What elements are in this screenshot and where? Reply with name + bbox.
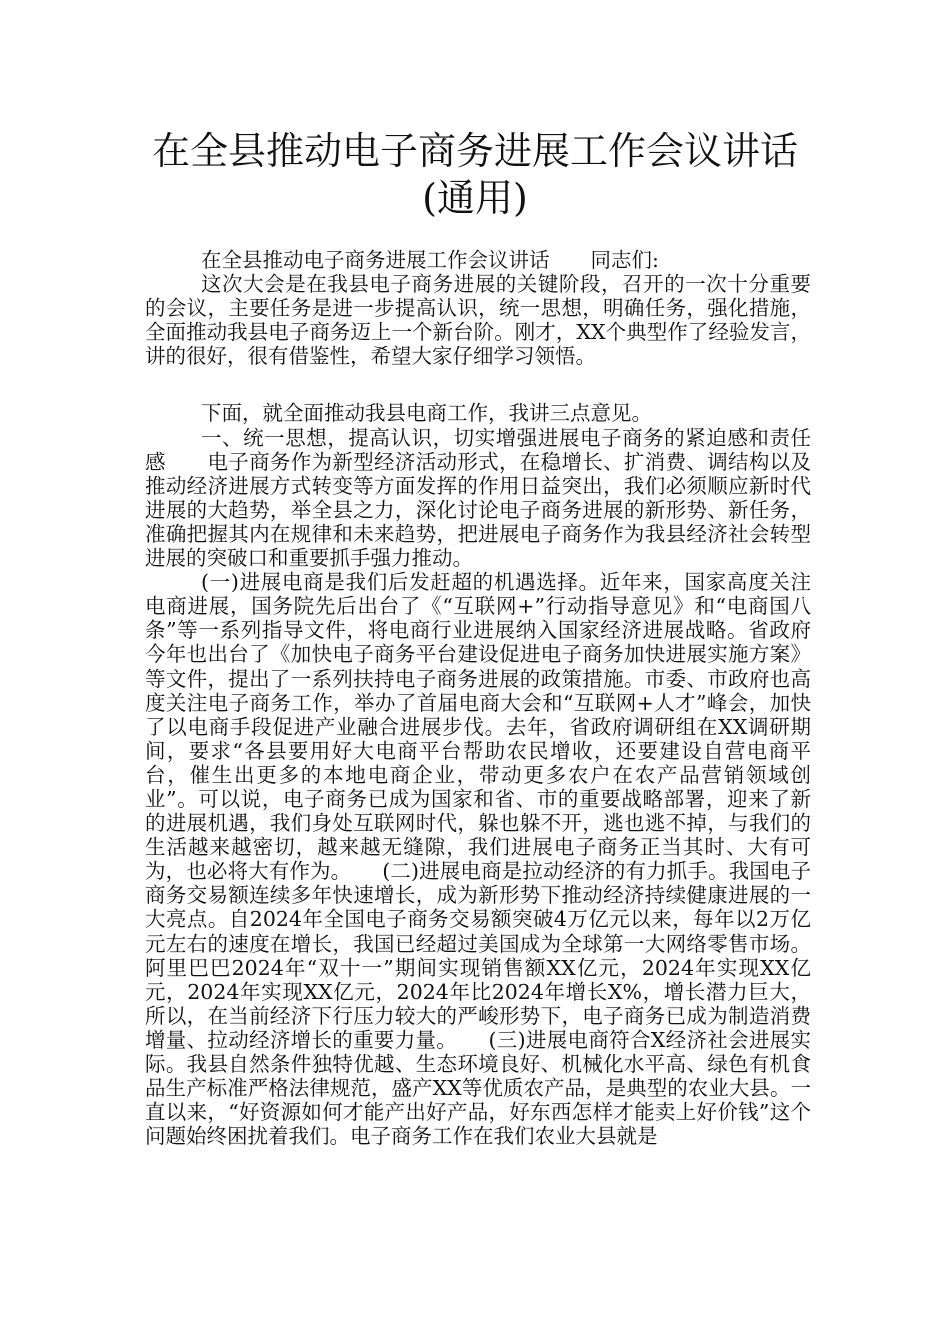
paragraph-outline: 下面，就全面推动我县电商工作，我讲三点意见。 — [201, 401, 652, 426]
paragraph-gap — [145, 368, 811, 401]
document-title: 在全县推动电子商务进展工作会议讲话(通用) — [151, 129, 798, 220]
paragraph-section-one: 一、统一思想，提高认识，切实增强进展电子商务的紧迫感和责任感 电子商务作为新型经济活动形式，在稳增长、扩消费、调结构以及推动经济进展方式转变等方面发挥的作用日益突出，我们必须顺应新时代进展的大趋势，举全县之力，深化讨论电子商务进展的新形势、新任务，准确把握其内在规律和未来趋势，把进展电子商务作为我县经济社会转型进展的突破口和重要抓手强力推动。 — [145, 425, 811, 571]
document-body — [145, 248, 811, 1148]
paragraph-intro: 这次大会是在我县电子商务进展的关键阶段，召开的一次十分重要的会议，主要任务是进一步提高认识，统一思想，明确任务，强化措施，全面推动我县电子商务迈上一个新台阶。刚才，XX个典型作了经验发言，讲的很好，很有借鉴性，希望大家仔细学习领悟。 — [145, 272, 811, 369]
opening-line: 在全县推动电子商务进展工作会议讲话 同志们: — [201, 248, 659, 272]
paragraph-subsections: (一)进展电商是我们后发赶超的机遇选择。近年来，国家高度关注电商进展，国务院先后出台了《“互联网+”行动指导意见》和“电商国八条”等一系列指导文件，将电商行业进展纳入国家经济进展战略。省政府今年也出台了《加快电子商务平台建设促进电子商务加快进展实施方案》等文件，提出了一系列扶持电子商务进展的政策措施。市委、市政府也高度关注电子商务工作，举办了首届电商大会和“互联网+人才”峰会，加快了以电商手段促进产业融合进展步伐。去年，省政府调研组在XX调研期间，要求“各县要用好大电商平台帮助农民增收，还要建设自营电商平台，催生出更多的本地电商企业，带动更多农户在农产品营销领域创业”。可以说，电子商务已成为国家和省、市的重要战略部署，迎来了新的进展机遇，我们身处互联网时代，躲也躲不开，逃也逃不掉，与我们的生活越来越密切，越来越无缝隙，我们进展电子商务正当其时、大有可为，也必将大有作为。 (二)进展电商是拉动经济的有力抓手。我国电子商务交易额连续多年快速增长，成为新形势下推动经济持续健康进展的一大亮点。自2024年全国电子商务交易额突破4万亿元以来，每年以2万亿元左右的速度在增长，我国已经超过美国成为全球第一大网络零售市场。阿里巴巴2024年“双十一”期间实现销售额XX亿元，2024年实现XX亿元，2024年实现XX亿元，2024年比2024年增长X%，增长潜力巨大，所以，在当前经济下行压力较大的严峻形势下，电子商务已成为制造消费增量、拉动经济增长的重要力量。 (三)进展电商符合X经济社会进展实际。我县自然条件独特优越、生态环境良好、机械化水平高、绿色有机食品生产标准严格法律规范，盛产XX等优质农产品，是典型的农业大县。一直以来，“好资源如何才能产出好产品，好东西怎样才能卖上好价钱”这个问题始终困扰着我们。电子商务工作在我们农业大县就是 — [145, 570, 811, 1149]
